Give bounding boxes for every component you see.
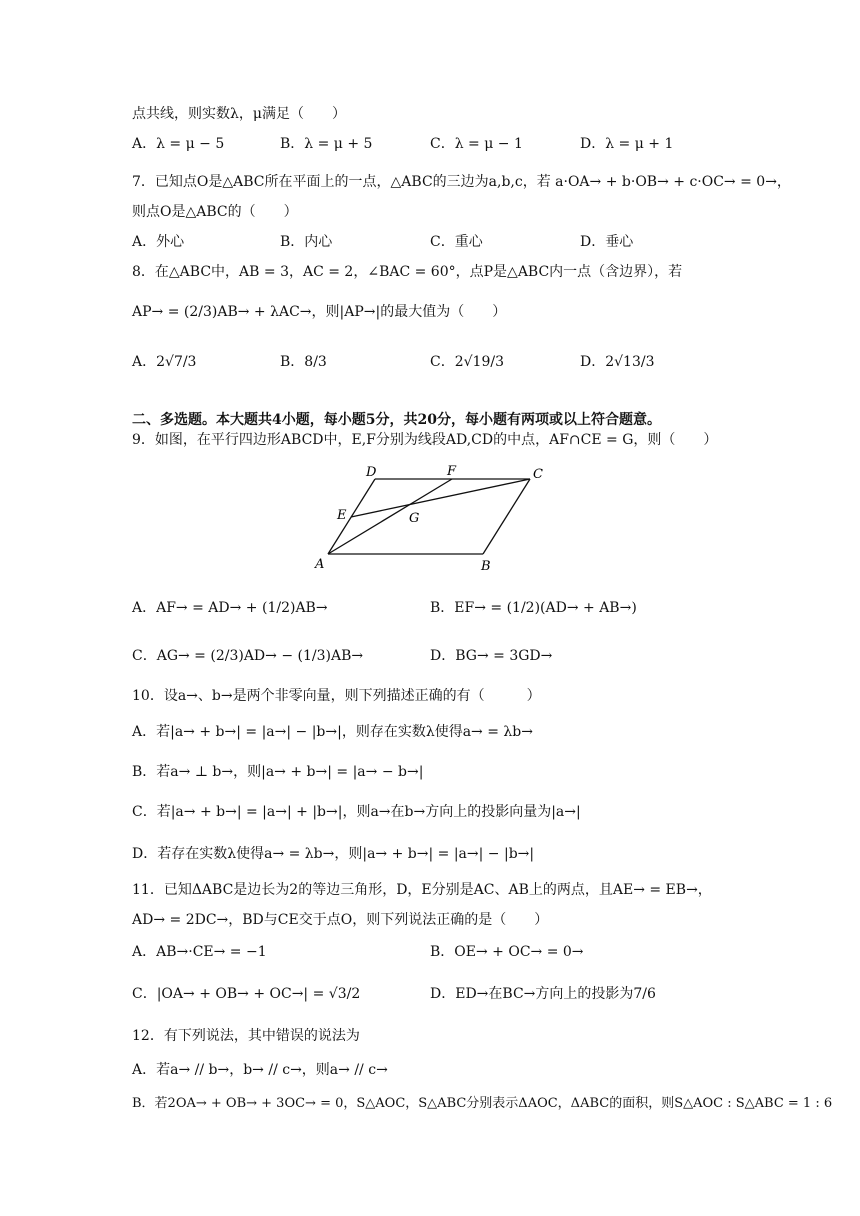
side-bc bbox=[483, 479, 530, 554]
q7-option-c: C．重心 bbox=[430, 234, 483, 250]
label-e: E bbox=[337, 508, 347, 523]
q9-stem: 9．如图，在平行四边形ABCD中，E,F分别为线段AD,CD的中点，AF∩CE = G，则（ ） bbox=[132, 432, 718, 448]
q11-stem-line2: AD→ = 2DC→，BD与CE交于点O，则下列说法正确的是（ ） bbox=[132, 912, 549, 928]
segment-af bbox=[328, 479, 452, 554]
section-heading: 二、多选题。本大题共4小题，每小题5分，共20分，每小题有两项或以上符合题意。 bbox=[132, 412, 661, 428]
parallelogram-figure bbox=[305, 462, 565, 577]
label-b: B bbox=[481, 559, 491, 574]
q12-option-a: A．若a→ // b→，b→ // c→，则a→ // c→ bbox=[132, 1062, 388, 1078]
q7-option-d: D．垂心 bbox=[580, 234, 634, 250]
q11-option-a: A．AB→·CE→ = −1 bbox=[132, 944, 267, 960]
q10-option-b: B．若a→ ⊥ b→，则|a→ + b→| = |a→ − b→| bbox=[132, 764, 424, 780]
q11-option-c: C．|OA→ + OB→ + OC→| = √3/2 bbox=[132, 986, 361, 1002]
q8-option-d: D．2√13/3 bbox=[580, 354, 655, 370]
label-g: G bbox=[409, 511, 420, 526]
q8-stem-line1: 8．在△ABC中，AB = 3，AC = 2，∠BAC = 60°，点P是△ABC内一点（含边界），若 bbox=[132, 264, 683, 280]
segment-ec bbox=[351, 479, 530, 517]
q7-option-b: B．内心 bbox=[280, 234, 333, 250]
q11-stem-line1: 11．已知ΔABC是边长为2的等边三角形，D，E分别是AC、AB上的两点，且AE→ = EB→， bbox=[132, 882, 712, 898]
q8-option-b: B．8/3 bbox=[280, 354, 327, 370]
q8-option-a: A．2√7/3 bbox=[132, 354, 197, 370]
q7-option-a: A．外心 bbox=[132, 234, 185, 250]
label-f: F bbox=[447, 464, 457, 479]
q6-tail: 点共线，则实数λ，μ满足（ ） bbox=[132, 106, 346, 122]
q10-option-d: D．若存在实数λ使得a→ = λb→，则|a→ + b→| = |a→| − |b→| bbox=[132, 846, 535, 862]
q9-option-c: C．AG→ = (2/3)AD→ − (1/3)AB→ bbox=[132, 648, 364, 664]
q9-option-b: B．EF→ = (1/2)(AD→ + AB→) bbox=[430, 600, 637, 616]
q7-stem-line2: 则点O是△ABC的（ ） bbox=[132, 204, 298, 220]
q12-stem: 12．有下列说法，其中错误的说法为 bbox=[132, 1028, 360, 1044]
q8-stem-line2: AP→ = (2/3)AB→ + λAC→，则|AP→|的最大值为（ ） bbox=[132, 304, 507, 320]
q6-option-d: D．λ = μ + 1 bbox=[580, 136, 674, 152]
label-a: A bbox=[315, 557, 325, 572]
q8-option-c: C．2√19/3 bbox=[430, 354, 504, 370]
q6-option-c: C．λ = μ − 1 bbox=[430, 136, 523, 152]
q7-stem-line1: 7．已知点O是△ABC所在平面上的一点，△ABC的三边为a,b,c，若 a·OA→ + b·OB→ + c·OC→ = 0→， bbox=[132, 174, 791, 190]
q11-option-b: B．OE→ + OC→ = 0→ bbox=[430, 944, 584, 960]
q9-option-a: A．AF→ = AD→ + (1/2)AB→ bbox=[132, 600, 328, 616]
q12-option-b: B．若2OA→ + OB→ + 3OC→ = 0，S△AOC，S△ABC分别表示ΔAOC，ΔABC的面积，则S△AOC : S△ABC = 1 : 6 bbox=[132, 1096, 833, 1111]
q9-option-d: D．BG→ = 3GD→ bbox=[430, 648, 553, 664]
q11-option-d: D．ED→在BC→方向上的投影为7/6 bbox=[430, 986, 656, 1002]
q10-option-a: A．若|a→ + b→| = |a→| − |b→|，则存在实数λ使得a→ = λb→ bbox=[132, 724, 533, 740]
label-d: D bbox=[366, 465, 377, 480]
q6-option-a: A．λ = μ − 5 bbox=[132, 136, 225, 152]
q6-option-b: B．λ = μ + 5 bbox=[280, 136, 373, 152]
label-c: C bbox=[533, 467, 543, 482]
q10-stem: 10．设a→、b→是两个非零向量，则下列描述正确的有（ ） bbox=[132, 688, 541, 704]
q10-option-c: C．若|a→ + b→| = |a→| + |b→|，则a→在b→方向上的投影向量为|a→| bbox=[132, 804, 581, 820]
